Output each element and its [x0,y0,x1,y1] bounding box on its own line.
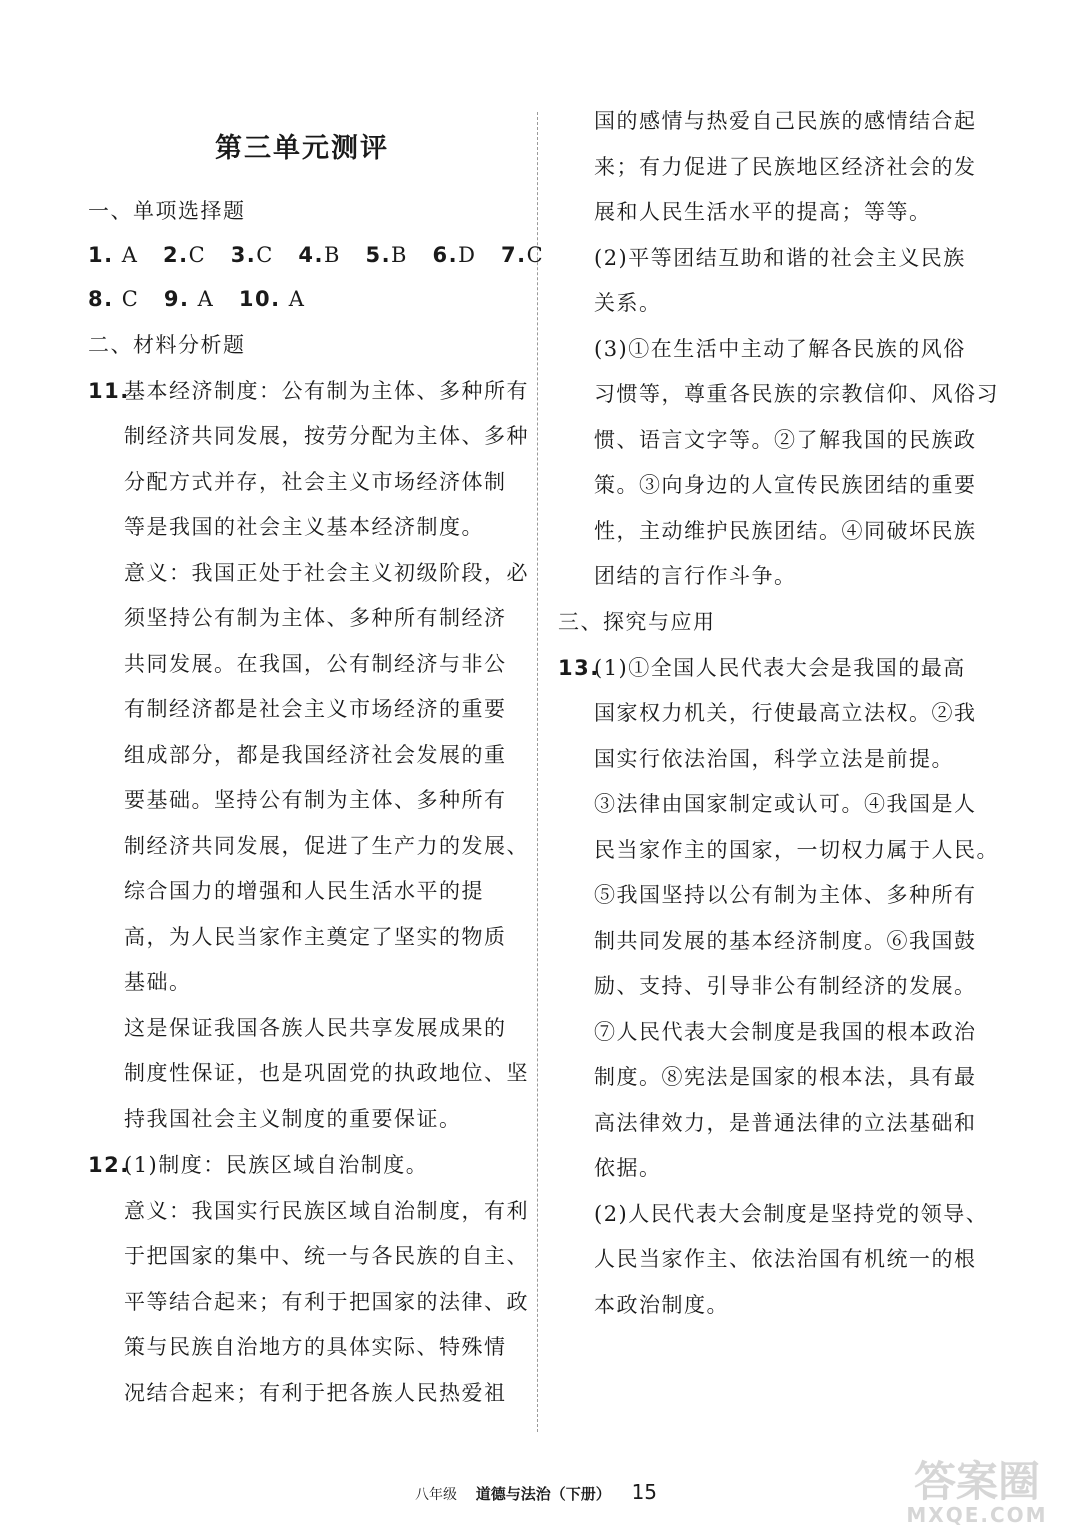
text-line: 意义：我国实行民族区域自治制度，有利 [124,1199,529,1223]
text-line: 要基础。坚持公有制为主体、多种所有 [124,788,507,812]
text-line: 等是我国的社会主义基本经济制度。 [124,515,484,539]
text-line: (3)①在生活中主动了解各民族的风俗 [594,337,966,361]
text-line: 民当家作主的国家，一切权力属于人民。 [594,838,999,862]
question-11-number: 11. [88,379,130,403]
answer-item: 3.C [230,243,274,267]
answer-item: 8. C [88,287,140,311]
text-line: 基本经济制度：公有制为主体、多种所有 [124,379,529,403]
text-line: 策。③向身边的人宣传民族团结的重要 [594,473,977,497]
section-heading-1: 一、单项选择题 [88,199,246,223]
text-line: 依据。 [594,1156,662,1180]
text-line: (2)平等团结互助和谐的社会主义民族 [594,246,966,270]
section-heading-3: 三、探究与应用 [558,610,716,634]
answer-item: 2.C [162,243,207,267]
text-line: 励、支持、引导非公有制经济的发展。 [594,974,977,998]
answer-item: 4.B [298,243,341,267]
text-line: 制度。⑧宪法是国家的根本法，具有最 [594,1065,977,1089]
text-line: 惯、语言文字等。②了解我国的民族政 [594,428,977,452]
page-number: 15 [631,1480,658,1504]
text-line: 组成部分，都是我国经济社会发展的重 [124,743,507,767]
answer-row-1 [88,240,544,270]
text-line: ③法律由国家制定或认可。④我国是人 [594,792,977,816]
text-line: 有制经济都是社会主义市场经济的重要 [124,697,507,721]
text-line: 国的感情与热爱自己民族的感情结合起 [594,109,977,133]
text-line: 制经济共同发展，促进了生产力的发展、 [124,834,529,858]
text-line: 意义：我国正处于社会主义初级阶段，必 [124,561,529,585]
answer-item: 7.C [500,243,545,267]
text-line: 制共同发展的基本经济制度。⑥我国鼓 [594,929,977,953]
text-line: 习惯等，尊重各民族的宗教信仰、风俗习 [594,382,999,406]
answer-row-2 [88,284,305,314]
text-line: 这是保证我国各族人民共享发展成果的 [124,1016,507,1040]
page-title: 第三单元测评 [215,133,389,164]
text-line: 持我国社会主义制度的重要保证。 [124,1107,462,1131]
text-line: 综合国力的增强和人民生活水平的提 [124,879,484,903]
text-line: 性，主动维护民族团结。④同破坏民族 [594,519,977,543]
text-line: 分配方式并存，社会主义市场经济体制 [124,470,507,494]
text-line: 于把国家的集中、统一与各民族的自主、 [124,1244,529,1268]
text-line: 来；有力促进了民族地区经济社会的发 [594,155,977,179]
text-line: 策与民族自治地方的具体实际、特殊情 [124,1335,507,1359]
text-line: (2)人民代表大会制度是坚持党的领导、 [594,1202,989,1226]
text-line: 况结合起来；有利于把各族人民热爱祖 [124,1381,507,1405]
text-line: 展和人民生活水平的提高；等等。 [594,200,932,224]
text-line: 国实行依法治国，科学立法是前提。 [594,747,954,771]
text-line: ⑤我国坚持以公有制为主体、多种所有 [594,883,977,907]
text-line: 关系。 [594,291,662,315]
footer-grade: 八年级 [414,1487,457,1503]
question-13-number: 13. [558,656,600,680]
text-line: 人民当家作主、依法治国有机统一的根 [594,1247,977,1271]
answer-item: 9. A [163,287,215,311]
answer-item: 5.B [365,243,408,267]
section-heading-2: 二、材料分析题 [88,333,246,357]
text-line: 高，为人民当家作主奠定了坚实的物质 [124,925,507,949]
text-line: 制度性保证，也是巩固党的执政地位、坚 [124,1061,529,1085]
question-12-number: 12. [88,1153,130,1177]
text-line: 制经济共同发展，按劳分配为主体、多种 [124,424,529,448]
text-line: 团结的言行作斗争。 [594,564,797,588]
answer-item: 10. A [238,287,306,311]
text-line: ⑦人民代表大会制度是我国的根本政治 [594,1020,977,1044]
column-divider [537,112,538,1432]
text-line: 基础。 [124,970,192,994]
text-line: 本政治制度。 [594,1293,729,1317]
footer-subject: 道德与法治（下册） [475,1485,611,1503]
text-line: 国家权力机关，行使最高立法权。②我 [594,701,977,725]
text-line: 须坚持公有制为主体、多种所有制经济 [124,606,507,630]
text-line: 平等结合起来；有利于把国家的法律、政 [124,1290,529,1314]
text-line: 高法律效力，是普通法律的立法基础和 [594,1111,977,1135]
text-line: 共同发展。在我国，公有制经济与非公 [124,652,507,676]
watermark-logo: 答案圈 MXQE.COM [906,1457,1048,1527]
answer-item: 6.D [432,243,477,267]
answer-item: 1. A [88,243,139,267]
text-line: (1)①全国人民代表大会是我国的最高 [594,656,966,680]
text-line: (1)制度：民族区域自治制度。 [124,1153,429,1177]
